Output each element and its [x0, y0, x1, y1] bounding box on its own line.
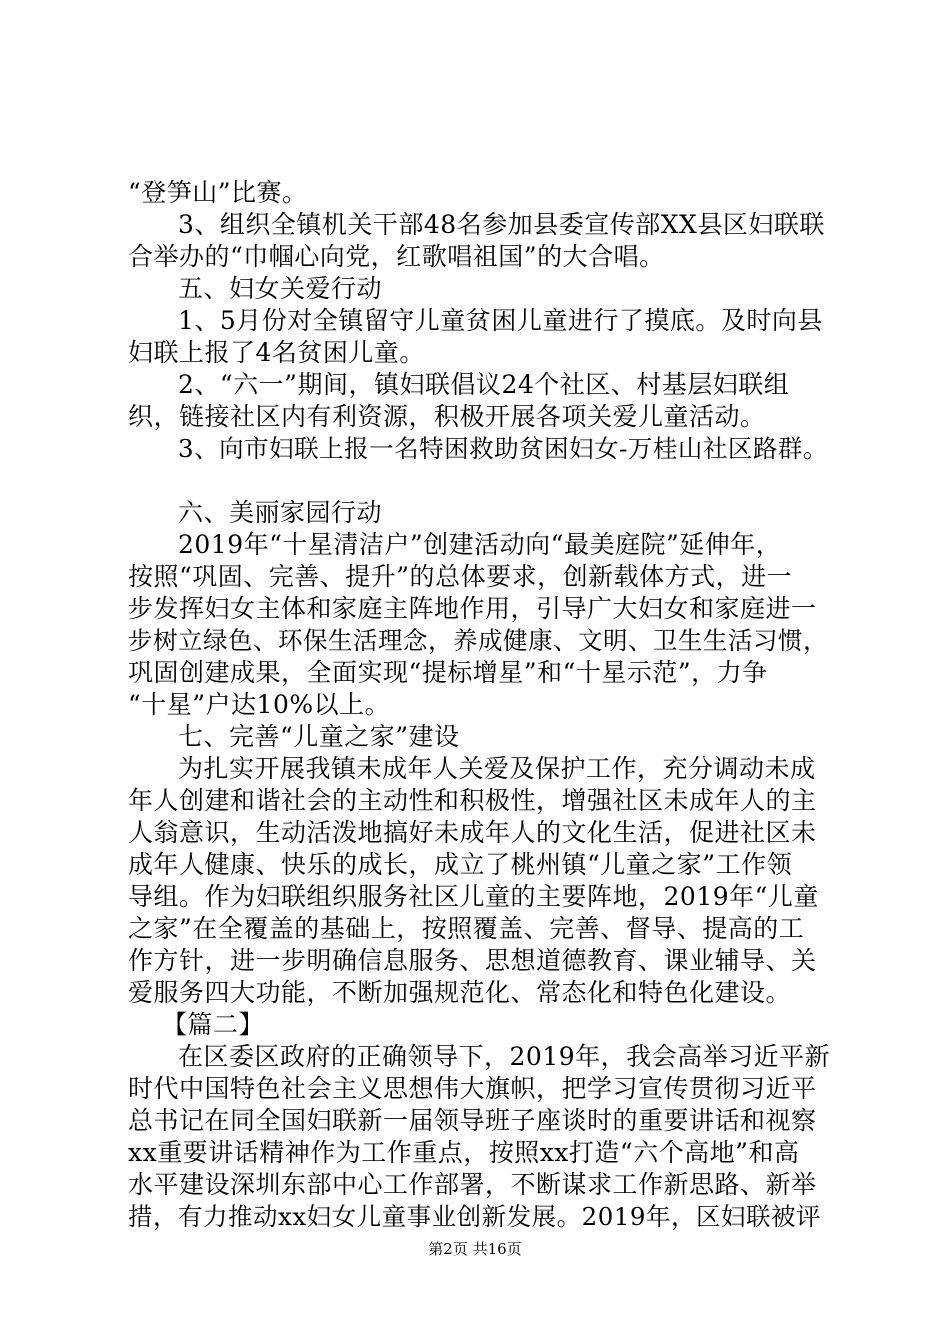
body-text-line: 水平建设深圳东部中心工作部署，不断谋求工作新思路、新举 [128, 1170, 817, 1199]
list-item-line: 3、向市妇联上报一名特困救助贫困妇女-万桂山社区路群。 [178, 434, 828, 463]
list-item-line: 2、“六一”期间，镇妇联倡议24个社区、村基层妇联组 [178, 370, 790, 399]
body-text-line: 作方针，进一步明确信息服务、思想道德教育、课业辅导、关 [128, 946, 817, 975]
body-text-line: 总书记在同全国妇联新一届领导班子座谈时的重要讲话和视察 [128, 1106, 817, 1135]
section-heading: 五、妇女关爱行动 [178, 274, 383, 303]
body-text-line: xx重要讲话精神作为工作重点，按照xx打造“六个高地”和高 [128, 1138, 800, 1167]
list-item-line: 1、5月份对全镇留守儿童贫困儿童进行了摸底。及时向县 [178, 306, 823, 335]
body-text-line: 爱服务四大功能，不断加强规范化、常态化和特色化建设。 [128, 978, 792, 1007]
body-text-line: 时代中国特色社会主义思想伟大旗帜，把学习宣传贯彻习近平 [128, 1074, 817, 1103]
body-text-line: 织，链接社区内有利资源，积极开展各项关爱儿童活动。 [128, 402, 766, 431]
body-text-line: “十星”户达10%以上。 [128, 690, 391, 719]
body-text-line: 措，有力推动xx妇女儿童事业创新发展。2019年，区妇联被评 [128, 1202, 821, 1231]
body-text-line: 按照“巩固、完善、提升”的总体要求，创新载体方式，进一 [128, 562, 793, 591]
body-text-line: 巩固创建成果，全面实现“提标增星”和“十星示范”，力争 [128, 658, 768, 687]
chapter-heading: 【篇二】 [162, 1010, 265, 1039]
body-text-line: 人翁意识，生动活泼地搞好未成年人的文化生活，促进社区未 [128, 818, 817, 847]
body-text-line: 步发挥妇女主体和家庭主阵地作用，引导广大妇女和家庭进一 [128, 594, 817, 623]
section-heading: 六、美丽家园行动 [178, 498, 383, 527]
body-text-line: 之家”在全覆盖的基础上，按照覆盖、完善、督导、提高的工 [128, 914, 805, 943]
list-item-line: 3、组织全镇机关干部48名参加县委宣传部XX县区妇联联 [178, 210, 825, 239]
body-text-line: “登笋山”比赛。 [128, 178, 308, 207]
body-text-line: 成年人健康、快乐的成长，成立了桃州镇“儿童之家”工作领 [128, 850, 793, 879]
body-text-line: 合举办的“巾帼心向党，红歌唱祖国”的大合唱。 [128, 242, 665, 271]
body-text-line: 步树立绿色、环保生活理念，养成健康、文明、卫生生活习惯， [128, 626, 828, 655]
paragraph-first-line: 为扎实开展我镇未成年人关爱及保护工作，充分调动未成 [178, 754, 816, 783]
body-text-line: 导组。作为妇联组织服务社区儿童的主要阵地，2019年“儿童 [128, 882, 819, 911]
page-footer: 第2页 共16页 [428, 1240, 522, 1258]
section-heading: 七、完善“儿童之家”建设 [178, 722, 460, 751]
body-text-line: 妇联上报了4名贫困儿童。 [128, 338, 425, 367]
paragraph-first-line: 2019年“十星清洁户”创建活动向“最美庭院”延伸年， [178, 530, 782, 559]
paragraph-first-line: 在区委区政府的正确领导下，2019年，我会高举习近平新 [178, 1042, 831, 1071]
body-text-line: 年人创建和谐社会的主动性和积极性，增强社区未成年人的主 [128, 786, 817, 815]
